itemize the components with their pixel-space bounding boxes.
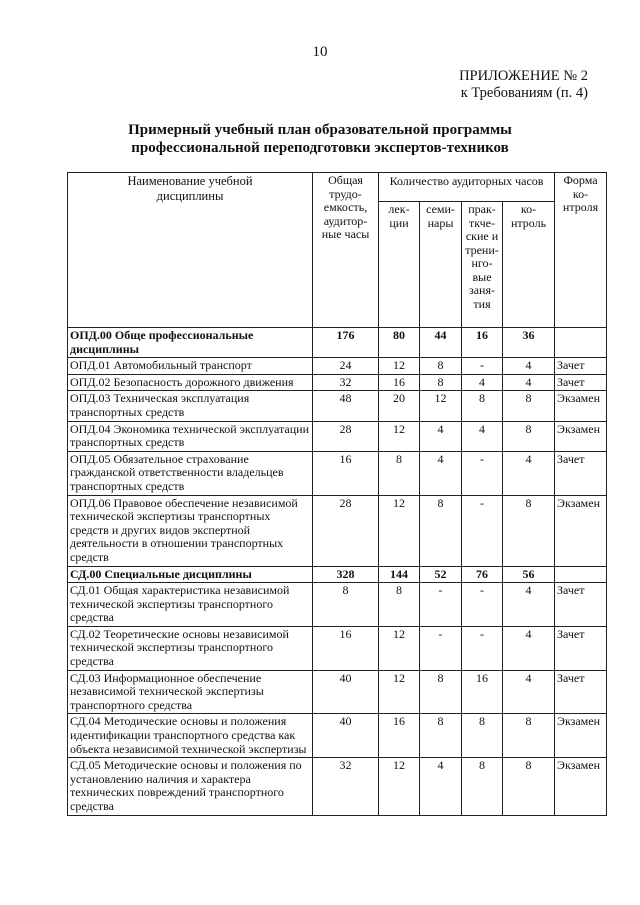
cell-control-form <box>555 566 607 583</box>
cell-discipline-name: СД.05 Методические основы и положения по установлению наличия и характера технических повреждений транспортного средства <box>68 758 313 815</box>
cell-control-hours: 4 <box>503 626 555 670</box>
table-row <box>68 451 607 495</box>
cell-control-form <box>555 328 607 358</box>
table-row <box>68 758 607 815</box>
cell-practice-hours: 4 <box>462 421 503 451</box>
cell-practice-hours: 4 <box>462 374 503 391</box>
appendix-note <box>459 68 588 102</box>
cell-lectures-hours: 12 <box>379 670 420 714</box>
cell-control-form: Экзамен <box>555 495 607 566</box>
cell-control-form: Зачет <box>555 374 607 391</box>
header-row-1 <box>68 173 607 202</box>
appendix-line-2: к Требованиям (п. 4) <box>460 85 588 101</box>
cell-control-hours: 4 <box>503 451 555 495</box>
cell-total-hours: 24 <box>313 358 379 375</box>
cell-control-form: Экзамен <box>555 714 607 758</box>
header-practice: прак-ткче-ские и трени-нго-вые заня-тия <box>462 202 503 328</box>
cell-practice-hours: 16 <box>462 670 503 714</box>
cell-seminars-hours: - <box>420 583 462 627</box>
cell-practice-hours: - <box>462 495 503 566</box>
cell-control-hours: 4 <box>503 358 555 375</box>
cell-total-hours: 32 <box>313 374 379 391</box>
cell-discipline-name: СД.03 Информационное обеспечение независимой технической экспертизы транспортного средства <box>68 670 313 714</box>
cell-control-form: Экзамен <box>555 421 607 451</box>
cell-seminars-hours: 4 <box>420 758 462 815</box>
cell-seminars-hours: 8 <box>420 358 462 375</box>
cell-control-hours: 4 <box>503 374 555 391</box>
document-title <box>0 121 640 157</box>
curriculum-table <box>67 172 607 816</box>
table-row <box>68 626 607 670</box>
cell-lectures-hours: 20 <box>379 391 420 421</box>
title-line-2: профессиональной переподготовки экспертов-техников <box>131 140 509 156</box>
table-row <box>68 714 607 758</box>
table-row <box>68 583 607 627</box>
cell-lectures-hours: 12 <box>379 358 420 375</box>
cell-total-hours: 176 <box>313 328 379 358</box>
cell-practice-hours: 16 <box>462 328 503 358</box>
table-row <box>68 374 607 391</box>
cell-control-hours: 8 <box>503 495 555 566</box>
cell-seminars-hours: 4 <box>420 451 462 495</box>
cell-lectures-hours: 12 <box>379 495 420 566</box>
header-discipline-name: Наименование учебной дисциплины <box>68 173 313 328</box>
header-lectures: лек-ции <box>379 202 420 328</box>
table-row <box>68 421 607 451</box>
cell-lectures-hours: 12 <box>379 758 420 815</box>
cell-discipline-name: ОПД.05 Обязательное страхование гражданской ответственности владельцев транспортных средств <box>68 451 313 495</box>
cell-seminars-hours: 8 <box>420 374 462 391</box>
cell-total-hours: 40 <box>313 714 379 758</box>
cell-control-hours: 8 <box>503 391 555 421</box>
cell-total-hours: 28 <box>313 495 379 566</box>
table-body <box>68 328 607 816</box>
header-total-hours: Общая трудо-емкость, аудитор-ные часы <box>313 173 379 328</box>
cell-practice-hours: 8 <box>462 714 503 758</box>
cell-discipline-name: СД.04 Методические основы и положения идентификации транспортного средства как объекта независимой технической экспертизы <box>68 714 313 758</box>
cell-control-form: Зачет <box>555 358 607 375</box>
header-auditory-hours: Количество аудиторных часов <box>379 173 555 202</box>
appendix-line-1: ПРИЛОЖЕНИЕ № 2 <box>459 68 588 84</box>
cell-control-form: Экзамен <box>555 758 607 815</box>
cell-control-hours: 8 <box>503 714 555 758</box>
title-line-1: Примерный учебный план образовательной программы <box>128 122 512 138</box>
cell-control-hours: 8 <box>503 421 555 451</box>
cell-practice-hours: - <box>462 358 503 375</box>
cell-discipline-name: ОПД.02 Безопасность дорожного движения <box>68 374 313 391</box>
cell-seminars-hours: 8 <box>420 714 462 758</box>
cell-practice-hours: - <box>462 451 503 495</box>
cell-total-hours: 8 <box>313 583 379 627</box>
cell-total-hours: 48 <box>313 391 379 421</box>
cell-control-form: Зачет <box>555 670 607 714</box>
section-row <box>68 328 607 358</box>
cell-discipline-name: ОПД.00 Обще профессиональные дисциплины <box>68 328 313 358</box>
header-control-form: Форма ко-нтроля <box>555 173 607 328</box>
table-row <box>68 358 607 375</box>
cell-practice-hours: 76 <box>462 566 503 583</box>
cell-control-form: Зачет <box>555 583 607 627</box>
header-control: ко-нтроль <box>503 202 555 328</box>
cell-practice-hours: 8 <box>462 758 503 815</box>
cell-control-hours: 56 <box>503 566 555 583</box>
page-number: 10 <box>312 44 328 60</box>
cell-discipline-name: ОПД.06 Правовое обеспечение независимой технической экспертизы транспортных средств и других видов экспертной деятельности в отношении транспортных средств <box>68 495 313 566</box>
cell-lectures-hours: 16 <box>379 374 420 391</box>
table-row <box>68 670 607 714</box>
table-row <box>68 391 607 421</box>
cell-discipline-name: СД.01 Общая характеристика независимой технической экспертизы транспортного средства <box>68 583 313 627</box>
cell-practice-hours: - <box>462 583 503 627</box>
cell-lectures-hours: 8 <box>379 451 420 495</box>
cell-control-hours: 8 <box>503 758 555 815</box>
section-row <box>68 566 607 583</box>
cell-seminars-hours: - <box>420 626 462 670</box>
cell-control-form: Зачет <box>555 451 607 495</box>
cell-seminars-hours: 52 <box>420 566 462 583</box>
cell-total-hours: 32 <box>313 758 379 815</box>
cell-seminars-hours: 8 <box>420 495 462 566</box>
cell-total-hours: 40 <box>313 670 379 714</box>
cell-seminars-hours: 44 <box>420 328 462 358</box>
cell-lectures-hours: 12 <box>379 626 420 670</box>
cell-control-form: Экзамен <box>555 391 607 421</box>
cell-discipline-name: ОПД.03 Техническая эксплуатация транспортных средств <box>68 391 313 421</box>
cell-discipline-name: ОПД.04 Экономика технической эксплуатации транспортных средств <box>68 421 313 451</box>
cell-practice-hours: - <box>462 626 503 670</box>
cell-lectures-hours: 8 <box>379 583 420 627</box>
cell-total-hours: 28 <box>313 421 379 451</box>
cell-seminars-hours: 12 <box>420 391 462 421</box>
cell-discipline-name: СД.00 Специальные дисциплины <box>68 566 313 583</box>
table-row <box>68 495 607 566</box>
cell-control-hours: 36 <box>503 328 555 358</box>
cell-total-hours: 16 <box>313 626 379 670</box>
cell-lectures-hours: 80 <box>379 328 420 358</box>
cell-discipline-name: СД.02 Теоретические основы независимой технической экспертизы транспортного средства <box>68 626 313 670</box>
cell-seminars-hours: 8 <box>420 670 462 714</box>
cell-discipline-name: ОПД.01 Автомобильный транспорт <box>68 358 313 375</box>
cell-control-hours: 4 <box>503 670 555 714</box>
cell-lectures-hours: 12 <box>379 421 420 451</box>
cell-total-hours: 328 <box>313 566 379 583</box>
cell-control-hours: 4 <box>503 583 555 627</box>
cell-lectures-hours: 144 <box>379 566 420 583</box>
header-seminars: семи-нары <box>420 202 462 328</box>
cell-seminars-hours: 4 <box>420 421 462 451</box>
cell-practice-hours: 8 <box>462 391 503 421</box>
cell-control-form: Зачет <box>555 626 607 670</box>
cell-total-hours: 16 <box>313 451 379 495</box>
cell-lectures-hours: 16 <box>379 714 420 758</box>
